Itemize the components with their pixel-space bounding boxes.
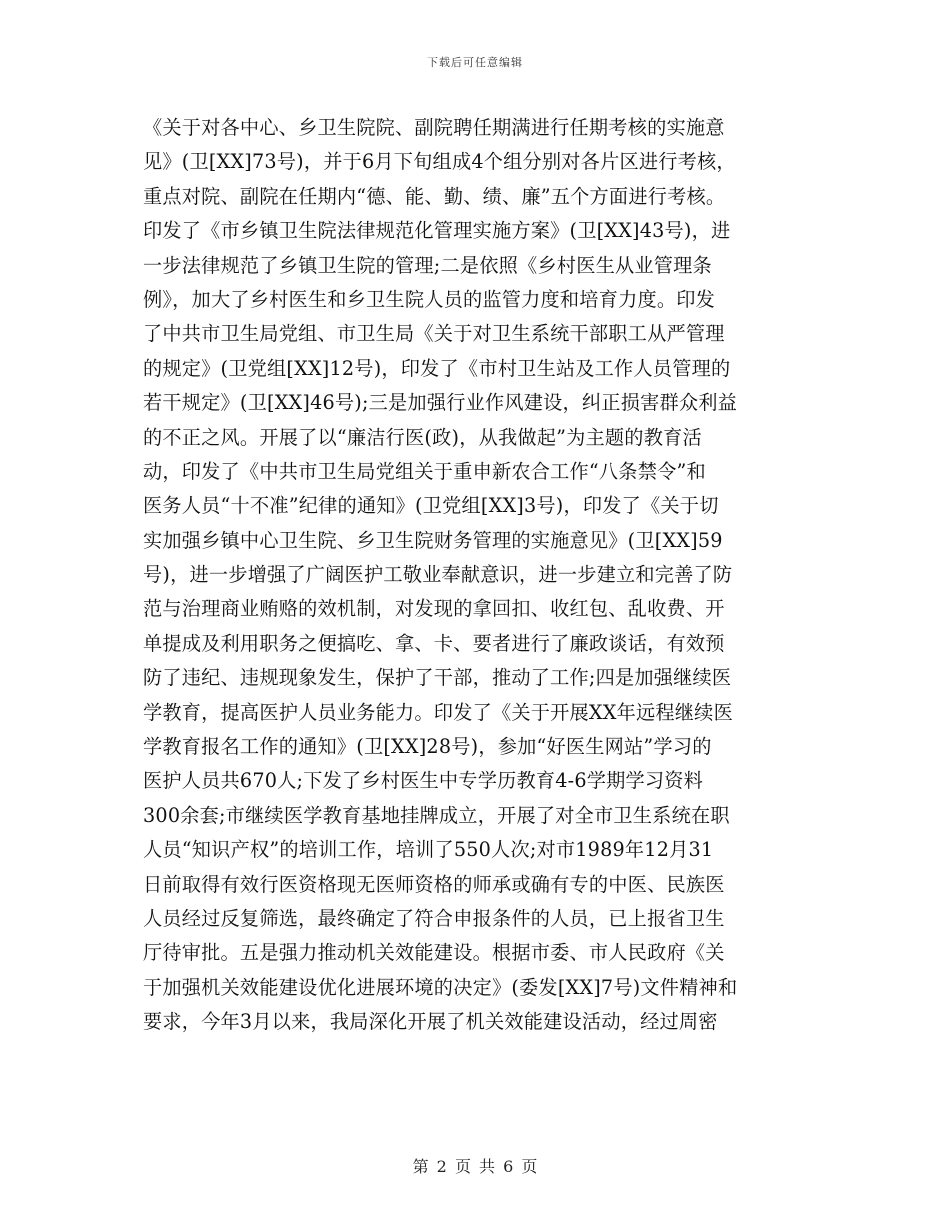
body-line-22: 人员“知识产权”的培训工作，培训了550人次;对市1989年12月31 xyxy=(143,838,714,862)
body-line-3: 重点对院、副院在任期内“德、能、勤、绩、廉”五个方面进行考核。 xyxy=(143,184,726,208)
body-line-25: 厅待审批。五是强力推动机关效能建设。根据市委、市人民政府《关 xyxy=(143,941,725,965)
body-line-13: 实加强乡镇中心卫生院、乡卫生院财务管理的实施意见》(卫[XX]59 xyxy=(143,528,723,552)
body-line-26: 于加强机关效能建设优化进展环境的决定》(委发[XX]7号)文件精神和 xyxy=(143,975,738,999)
body-line-27: 要求，今年3月以来，我局深化开展了机关效能建设活动，经过周密 xyxy=(143,1010,718,1034)
body-line-1: 《关于对各中心、乡卫生院院、副院聘任期满进行任期考核的实施意 xyxy=(143,116,725,139)
body-line-17: 防了违纪、违规现象发生，保护了干部，推动了工作;四是加强继续医 xyxy=(143,666,732,690)
body-line-5: 一步法律规范了乡镇卫生院的管理;二是依照《乡村医生从业管理条 xyxy=(143,253,712,277)
page-header: 下载后可任意编辑 xyxy=(427,56,523,69)
body-line-2: 见》(卫[XX]73号)，并于6月下旬组成4个组分别对各片区进行考核， xyxy=(143,150,736,174)
body-line-10: 的不正之风。开展了以“廉洁行医(政)，从我做起”为主题的教育活 xyxy=(143,425,702,449)
document-body xyxy=(143,111,813,1040)
body-line-12: 医务人员“十不准”纪律的通知》(卫党组[XX]3号)，印发了《关于切 xyxy=(143,494,719,518)
body-line-11: 动，印发了《中共市卫生局党组关于重申新农合工作“八条禁令”和 xyxy=(143,459,706,483)
body-line-14: 号)，进一步增强了广阔医护工敬业奉献意识，进一步建立和完善了防 xyxy=(143,563,733,587)
body-line-4: 印发了《市乡镇卫生院法律规范化管理实施方案》(卫[XX]43号)，进 xyxy=(143,219,731,243)
body-line-18: 学教育，提高医护人员业务能力。印发了《关于开展XX年远程继续医 xyxy=(143,700,733,724)
body-line-15: 范与治理商业贿赂的效机制，对发现的拿回扣、收红包、乱收费、开 xyxy=(143,597,725,621)
body-line-19: 学教育报名工作的通知》(卫[XX]28号)，参加“好医生网站”学习的 xyxy=(143,735,712,759)
page-footer: 第 2 页 共 6 页 xyxy=(412,1157,538,1176)
body-line-16: 单提成及利用职务之便搞吃、拿、卡、要者进行了廉政谈话，有效预 xyxy=(143,631,725,655)
body-line-7: 了中共市卫生局党组、市卫生局《关于对卫生系统干部职工从严管理 xyxy=(143,322,725,346)
body-line-24: 人员经过反复筛选，最终确定了符合申报条件的人员，已上报省卫生 xyxy=(143,906,725,930)
body-line-8: 的规定》(卫党组[XX]12号)，印发了《市村卫生站及工作人员管理的 xyxy=(143,356,731,380)
body-line-23: 日前取得有效行医资格现无医师资格的师承或确有专的中医、民族医 xyxy=(143,872,725,896)
body-line-20: 医护人员共670人;下发了乡村医生中专学历教育4-6学期学习资料 xyxy=(143,769,704,793)
body-line-6: 例》，加大了乡村医生和乡卫生院人员的监管力度和培育力度。印发 xyxy=(143,287,716,311)
body-line-21: 300余套;市继续医学教育基地挂牌成立，开展了对全市卫生系统在职 xyxy=(143,803,730,827)
body-line-9: 若干规定》(卫[XX]46号);三是加强行业作风建设，纠正损害群众利益 xyxy=(143,391,738,415)
